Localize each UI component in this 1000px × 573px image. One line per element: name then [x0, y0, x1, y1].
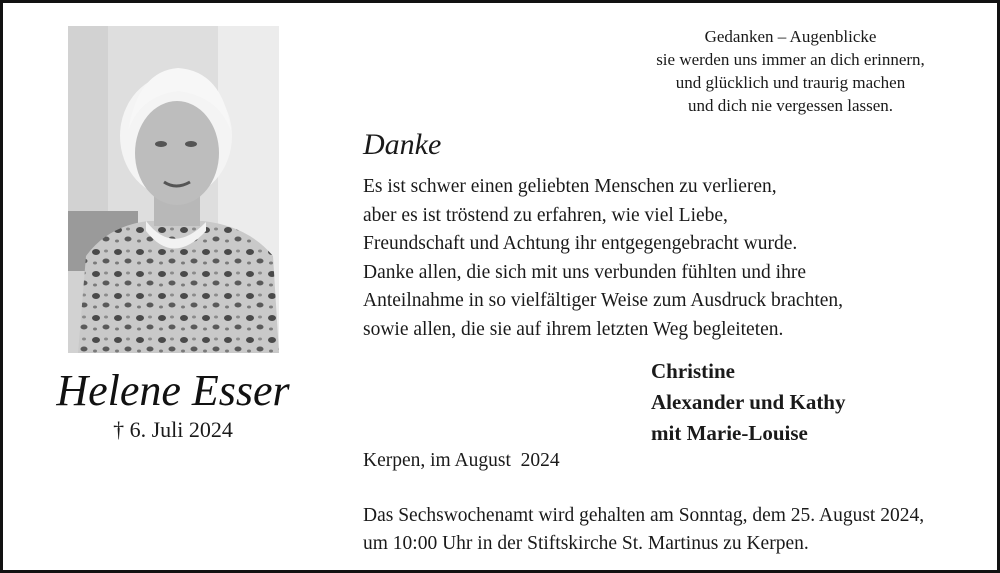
- death-date: † 6. Juli 2024: [113, 417, 233, 442]
- signer-name: Christine: [651, 359, 735, 383]
- place-date: Kerpen, im August 2024: [363, 450, 560, 471]
- thanks-line: Freundschaft und Achtung ihr entgegengebracht wurde.: [363, 233, 798, 254]
- thanks-line: aber es ist tröstend zu erfahren, wie viel Liebe,: [363, 204, 728, 226]
- poem: [603, 25, 978, 117]
- signer-name: Alexander und Kathy: [651, 390, 846, 414]
- poem-line: sie werden uns immer an dich erinnern,: [656, 50, 925, 69]
- thanks-heading: Danke: [363, 128, 442, 161]
- thanks-line: sowie allen, die sie auf ihrem letzten Weg begleiteten.: [363, 318, 784, 340]
- thanks-line: Anteilnahme in so vielfältiger Weise zum Ausdruck brachten,: [363, 290, 844, 311]
- poem-line: und glücklich und traurig machen: [675, 73, 906, 92]
- poem-line: und dich nie vergessen lassen.: [687, 96, 894, 115]
- service-notice: [363, 502, 983, 558]
- portrait-photo: [68, 26, 279, 353]
- service-line: Das Sechswochenamt wird gehalten am Sonntag, dem 25. August 2024,: [363, 505, 925, 526]
- service-line: um 10:00 Uhr in der Stiftskirche St. Martinus zu Kerpen.: [363, 533, 809, 554]
- poem-line: Gedanken – Augenblicke: [704, 27, 877, 46]
- signer-name: mit Marie-Louise: [651, 421, 808, 445]
- thanks-text: [363, 173, 963, 344]
- deceased-name: Helene Esser: [56, 366, 290, 415]
- thanks-line: Danke allen, die sich mit uns verbunden fühlten und ihre: [363, 261, 806, 283]
- thanks-line: Es ist schwer einen geliebten Menschen zu verlieren,: [363, 176, 777, 197]
- signers: [651, 356, 951, 449]
- portrait-icon: [68, 26, 279, 353]
